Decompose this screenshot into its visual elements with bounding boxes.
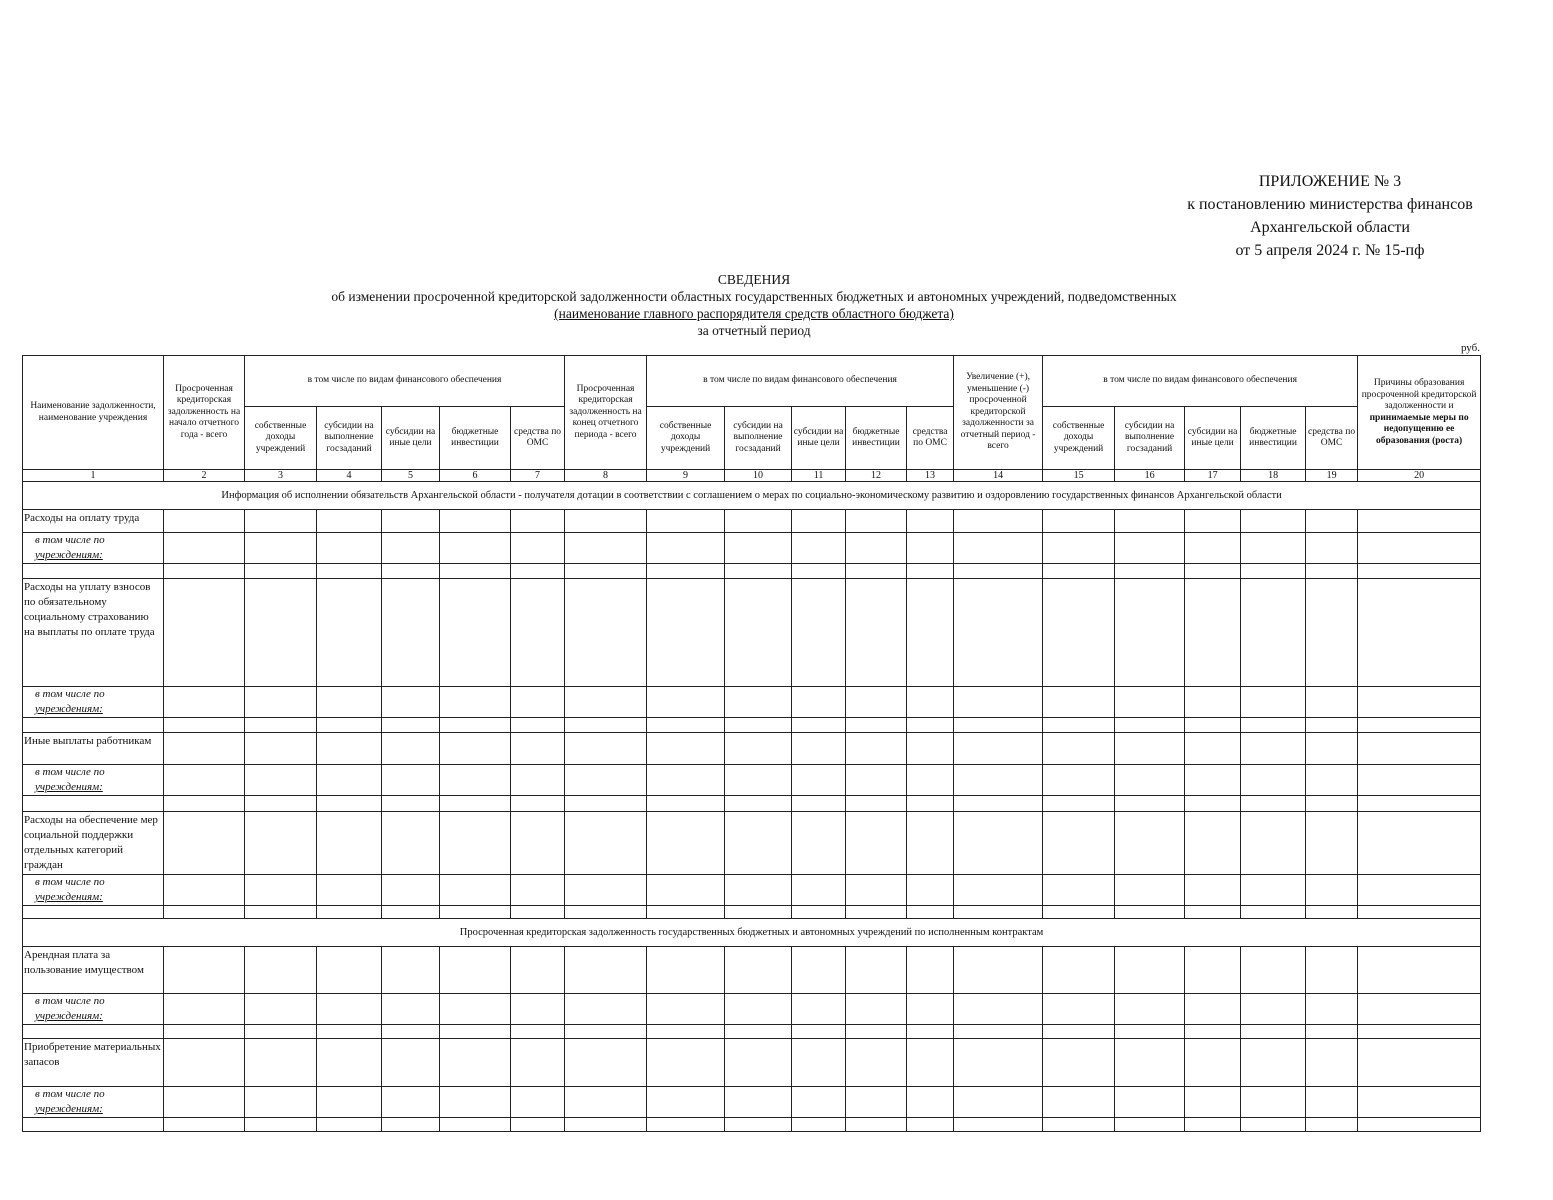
table-row — [23, 796, 1481, 812]
col-number: 9 — [647, 470, 725, 482]
header-investments: бюджетные инвестиции — [440, 407, 511, 470]
col-number: 10 — [725, 470, 792, 482]
table-row — [23, 1039, 1481, 1087]
appendix-line: к постановлению министерства финансов — [1187, 196, 1473, 213]
col-number: 13 — [907, 470, 954, 482]
header-name: Наименование задолженности, наименование учреждения — [23, 356, 164, 470]
header-group-start: в том числе по видам финансового обеспечения — [245, 356, 565, 407]
header-state-task-subsidy: субсидии на выполнение госзаданий — [317, 407, 382, 470]
header-reasons-part1: Причины образования просроченной кредиторской задолженности и — [1361, 378, 1477, 411]
row-sub-label: в том числе по учреждениям: — [23, 1087, 164, 1118]
currency-unit: руб. — [1460, 342, 1480, 354]
section-heading: Просроченная кредиторская задолженность государственных бюджетных и автономных учреждений по исполненным контрактам — [23, 919, 1481, 947]
section-heading: Информация об исполнении обязательств Архангельской области - получателя дотации в соответствии с соглашением о мерах по социально-экономическому развитию и оздоровлению государственных финансов Архангельской области — [23, 482, 1481, 510]
row-sub-label: в том числе по учреждениям: — [23, 533, 164, 564]
col-number: 1 — [23, 470, 164, 482]
table-row — [23, 533, 1481, 564]
col-number: 5 — [382, 470, 440, 482]
col-number: 20 — [1358, 470, 1481, 482]
col-number: 19 — [1306, 470, 1358, 482]
header-state-task-subsidy: субсидии на выполнение госзаданий — [725, 407, 792, 470]
col-number: 15 — [1043, 470, 1115, 482]
table-row — [23, 994, 1481, 1025]
document-subtitle: об изменении просроченной кредиторской задолженности областных государственных бюджетных и автономных учреждений, подведомственных — [331, 289, 1177, 304]
row-label: Приобретение материальных запасов — [23, 1039, 164, 1087]
header-own-income: собственные доходы учреждений — [647, 407, 725, 470]
appendix-title: ПРИЛОЖЕНИЕ № 3 — [1258, 173, 1402, 190]
header-debt-end: Просроченная кредиторская задолженность на конец отчетного периода - всего — [565, 356, 647, 470]
row-sub-label: в том числе по учреждениям: — [23, 875, 164, 906]
col-number: 17 — [1185, 470, 1241, 482]
col-number: 16 — [1115, 470, 1185, 482]
col-number: 14 — [954, 470, 1043, 482]
header-other-subsidy: субсидии на иные цели — [382, 407, 440, 470]
table-row — [23, 875, 1481, 906]
table-row — [23, 906, 1481, 919]
col-number: 3 — [245, 470, 317, 482]
header-state-task-subsidy: субсидии на выполнение госзаданий — [1115, 407, 1185, 470]
row-label: Расходы на оплату труда — [23, 510, 164, 533]
header-debt-start: Просроченная кредиторская задолженность на начало отчетного года - всего — [164, 356, 245, 470]
document-title: СВЕДЕНИЯ — [717, 272, 791, 287]
col-number: 8 — [565, 470, 647, 482]
header-oms: средства по ОМС — [907, 407, 954, 470]
col-number: 4 — [317, 470, 382, 482]
appendix-line: Архангельской области — [1250, 219, 1410, 236]
col-number: 11 — [792, 470, 846, 482]
reporting-period: за отчетный период — [697, 323, 811, 338]
table-row — [23, 1087, 1481, 1118]
header-own-income: собственные доходы учреждений — [245, 407, 317, 470]
header-other-subsidy: субсидии на иные цели — [1185, 407, 1241, 470]
table-row — [23, 1025, 1481, 1039]
table-row — [23, 687, 1481, 718]
col-number: 18 — [1241, 470, 1306, 482]
col-number: 2 — [164, 470, 245, 482]
table-row — [23, 1118, 1481, 1132]
header-other-subsidy: субсидии на иные цели — [792, 407, 846, 470]
table-row — [23, 718, 1481, 733]
header-group-end: в том числе по видам финансового обеспечения — [647, 356, 954, 407]
table-row — [23, 579, 1481, 687]
row-sub-label: в том числе по учреждениям: — [23, 687, 164, 718]
col-number: 7 — [511, 470, 565, 482]
table-row — [23, 765, 1481, 796]
row-label: Арендная плата за пользование имуществом — [23, 947, 164, 994]
header-own-income: собственные доходы учреждений — [1043, 407, 1115, 470]
distributor-name-placeholder: (наименование главного распорядителя средств областного бюджета) — [554, 306, 954, 321]
table-row — [23, 812, 1481, 875]
table-row — [23, 733, 1481, 765]
header-change: Увеличение (+), уменьшение (-) просроченной кредиторской задолженности за отчетный период - всего — [954, 356, 1043, 470]
row-label: Расходы на обеспечение мер социальной поддержки отдельных категорий граждан — [23, 812, 164, 875]
col-number: 6 — [440, 470, 511, 482]
header-oms: средства по ОМС — [1306, 407, 1358, 470]
row-label: Расходы на уплату взносов по обязательному социальному страхованию на выплаты по оплате труда — [23, 579, 164, 687]
table-row — [23, 947, 1481, 994]
appendix-block — [1150, 170, 1510, 262]
document-title-block — [0, 271, 1508, 339]
row-sub-label: в том числе по учреждениям: — [23, 994, 164, 1025]
appendix-date: от 5 апреля 2024 г. № 15-пф — [1235, 242, 1425, 259]
header-oms: средства по ОМС — [511, 407, 565, 470]
col-number: 12 — [846, 470, 907, 482]
column-number-row — [23, 470, 1481, 482]
table-row — [23, 564, 1481, 579]
header-investments: бюджетные инвестиции — [846, 407, 907, 470]
debt-table — [22, 355, 1481, 1132]
header-reasons — [1358, 356, 1481, 470]
row-sub-label: в том числе по учреждениям: — [23, 765, 164, 796]
header-group-change: в том числе по видам финансового обеспечения — [1043, 356, 1358, 407]
header-investments: бюджетные инвестиции — [1241, 407, 1306, 470]
row-label: Иные выплаты работникам — [23, 733, 164, 765]
header-reasons-part2: принимаемые меры по недопущению ее образования (роста) — [1369, 412, 1469, 446]
table-row — [23, 510, 1481, 533]
